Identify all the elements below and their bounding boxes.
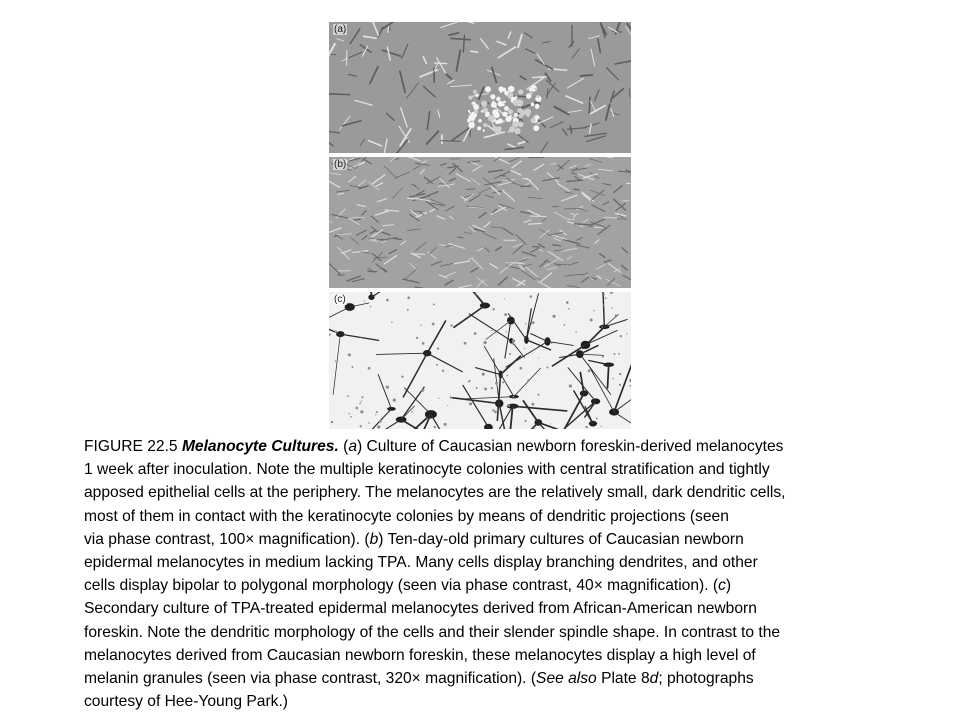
caption-text-run: c: [718, 577, 726, 595]
caption-text-run: melanin granules (seen via phase contrast, 320× magnification). (: [84, 669, 537, 687]
figure-image-stack: [329, 22, 631, 429]
micrograph-a-image: [329, 22, 631, 153]
caption-text-run: ; photographs: [658, 669, 754, 687]
caption-text-run: Melanocyte Cultures.: [181, 438, 339, 455]
caption-text-run: a: [348, 438, 357, 455]
caption-text-run: (: [338, 438, 349, 455]
caption-line: [84, 667, 930, 690]
figure-caption: [84, 435, 930, 713]
panel-label-a: (a): [334, 24, 347, 35]
caption-text-run: b: [369, 530, 379, 548]
caption-text-run: via phase contrast, 100× magnification). (: [84, 530, 370, 548]
caption-text-run: Plate 8: [596, 669, 650, 687]
caption-line: [84, 574, 930, 597]
caption-line: [84, 458, 930, 481]
caption-text-run: ) Ten-day-old primary cultures of Caucasian newborn: [378, 530, 744, 548]
caption-text-run: cells display bipolar to polygonal morphology (seen via phase contrast, 40× magnification). (: [84, 577, 719, 595]
caption-text-run: epidermal melanocytes in medium lacking TPA. Many cells display branching dendrites, and other: [84, 553, 758, 571]
caption-line: [84, 621, 930, 644]
caption-text-run: d: [649, 669, 659, 687]
caption-text-run: 1 week after inoculation. Note the multiple keratinocyte colonies with central stratification and tightly: [84, 461, 770, 479]
caption-line: [84, 644, 930, 667]
caption-line: [84, 551, 930, 574]
caption-line: [84, 505, 930, 528]
caption-text-run: courtesy of Hee-Young Park.): [84, 693, 288, 711]
panel-label-b: (b): [334, 159, 347, 170]
caption-line: [84, 528, 930, 551]
micrograph-panel-c: [329, 292, 631, 429]
caption-text-run: melanocytes derived from Caucasian newborn foreskin, these melanocytes display a high level of: [84, 646, 756, 664]
caption-text-run: apposed epithelial cells at the periphery. The melanocytes are the relatively small, dark dendritic cells,: [84, 484, 786, 502]
panel-label-c: (c): [334, 294, 346, 305]
caption-text-run: ) Culture of Caucasian newborn foreskin-derived melanocytes: [357, 438, 784, 455]
micrograph-panel-b: [329, 157, 631, 288]
caption-line: [84, 481, 930, 504]
caption-text-run: foreskin. Note the dendritic morphology of the cells and their slender spindle shape. In contrast to the: [84, 623, 781, 641]
caption-text-run: FIGURE 22.5: [84, 438, 182, 455]
micrograph-c-image: [329, 292, 631, 429]
caption-text-run: Secondary culture of TPA-treated epidermal melanocytes derived from African-American newborn: [84, 600, 757, 618]
caption-text-run: ): [725, 577, 732, 595]
caption-line: [84, 435, 930, 458]
micrograph-b-image: [329, 157, 631, 288]
caption-line: [84, 597, 930, 620]
caption-text-run: See also: [536, 669, 597, 687]
caption-line: [84, 690, 930, 713]
caption-text-run: most of them in contact with the keratinocyte colonies by means of dendritic projections (seen: [84, 507, 729, 525]
micrograph-panel-a: [329, 22, 631, 153]
